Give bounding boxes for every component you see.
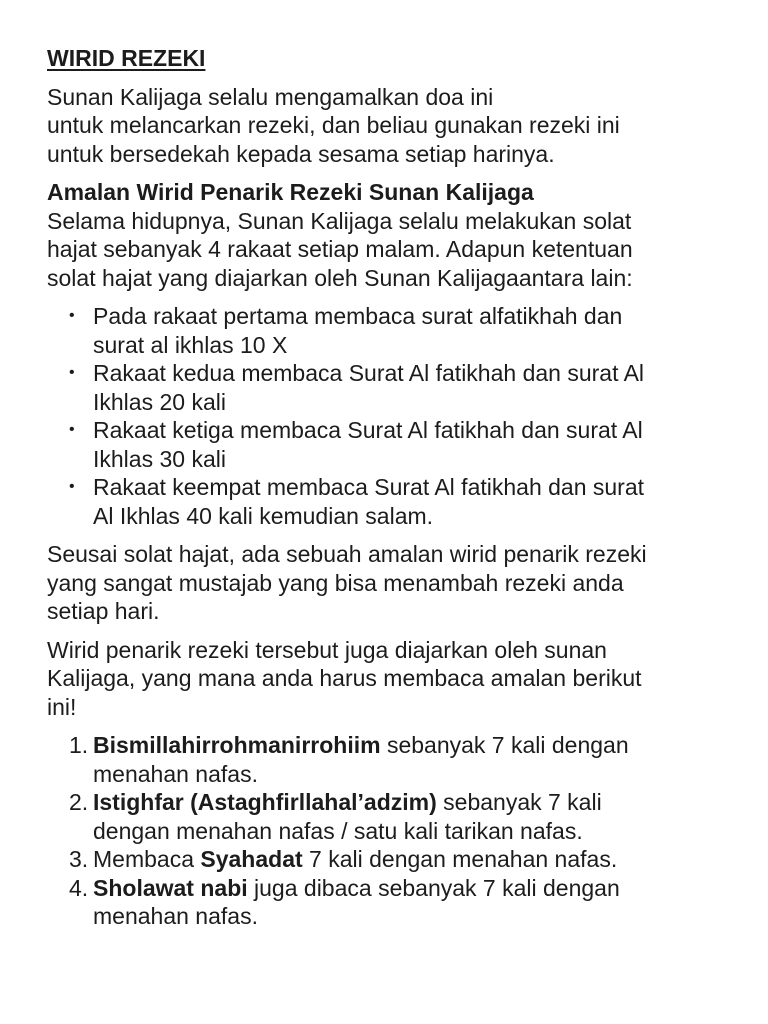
step-number: 3.: [69, 846, 89, 872]
list-item: [47, 874, 728, 931]
paragraph-line: yang sangat mustajab yang bisa menambah rezeki anda: [47, 569, 624, 596]
list-item: [47, 302, 728, 359]
section-line: hajat sebanyak 4 rakaat setiap malam. Adapun ketentuan: [47, 236, 633, 262]
list-item-line: dengan menahan nafas / satu kali tarikan nafas.: [93, 817, 583, 844]
bullet-marker: •: [69, 421, 75, 438]
step-number: 1.: [69, 732, 89, 758]
list-item: [47, 416, 728, 473]
list-item-line: menahan nafas.: [93, 903, 258, 929]
wirid-paragraph: [47, 636, 728, 722]
intro-line: untuk bersedekah kepada sesama setiap harinya.: [47, 140, 555, 167]
list-item: [47, 359, 728, 416]
step-text: 7 kali dengan menahan nafas.: [302, 846, 618, 872]
step-text: sebanyak 7 kali: [436, 789, 602, 815]
section-line: solat hajat yang diajarkan oleh Sunan Kalijagaantara lain:: [47, 264, 633, 291]
list-item: [47, 473, 728, 530]
step-bold-text: Bismillahirrohmanirrohiim: [93, 732, 381, 758]
step-number: 4.: [69, 874, 89, 901]
intro-line: Sunan Kalijaga selalu mengamalkan doa ini: [47, 83, 494, 110]
list-item-line: Ikhlas 30 kali: [93, 445, 226, 472]
paragraph-line: ini!: [47, 693, 77, 720]
list-item-line: Rakaat ketiga membaca Surat Al fatikhah dan surat Al: [93, 417, 643, 443]
list-item-line: [93, 845, 728, 874]
bullet-marker: •: [69, 364, 75, 381]
list-item: [47, 845, 728, 874]
list-item-line: Ikhlas 20 kali: [93, 388, 226, 415]
list-item-line: Rakaat kedua membaca Surat Al fatikhah dan surat Al: [93, 360, 645, 386]
hajat-paragraph: [47, 540, 728, 626]
rakaat-list: [47, 302, 728, 530]
list-item: [47, 731, 728, 788]
bullet-marker: •: [69, 307, 75, 324]
wirid-steps-list: [47, 731, 728, 931]
list-item-line: Rakaat keempat membaca Surat Al fatikhah dan surat: [93, 474, 645, 500]
paragraph-line: Wirid penarik rezeki tersebut juga diajarkan oleh sunan: [47, 636, 607, 663]
list-item-line: surat al ikhlas 10 X: [93, 331, 288, 358]
document-title: WIRID REZEKI: [47, 45, 206, 71]
section-line: Selama hidupnya, Sunan Kalijaga selalu melakukan solat: [47, 207, 632, 234]
list-item-line: Pada rakaat pertama membaca surat alfatikhah dan: [93, 303, 623, 329]
step-bold-text: Sholawat nabi: [93, 874, 248, 901]
paragraph-line: Seusai solat hajat, ada sebuah amalan wirid penarik rezeki: [47, 541, 647, 567]
step-bold-text: Istighfar (Astaghfirllahal’adzim): [93, 789, 437, 815]
list-item-line: [93, 874, 728, 903]
section-heading: Amalan Wirid Penarik Rezeki Sunan Kalijaga: [47, 179, 534, 205]
step-number: 2.: [69, 789, 89, 815]
intro-paragraph: [47, 83, 728, 169]
section-paragraph: [47, 178, 728, 292]
list-item-line: Al Ikhlas 40 kali kemudian salam.: [93, 502, 434, 529]
list-item: [47, 788, 728, 845]
bullet-marker: •: [69, 478, 75, 495]
step-text: sebanyak 7 kali dengan: [380, 732, 629, 758]
list-item-line: [93, 731, 728, 760]
intro-line: untuk melancarkan rezeki, dan beliau gunakan rezeki ini: [47, 112, 620, 138]
step-text: juga dibaca sebanyak 7 kali dengan: [247, 874, 620, 901]
step-bold-text: Syahadat: [200, 846, 303, 872]
list-item-line: [93, 788, 728, 817]
step-text: Membaca: [93, 846, 201, 872]
paragraph-line: Kalijaga, yang mana anda harus membaca amalan berikut: [47, 665, 642, 691]
list-item-line: menahan nafas.: [93, 760, 258, 787]
paragraph-line: setiap hari.: [47, 598, 160, 624]
